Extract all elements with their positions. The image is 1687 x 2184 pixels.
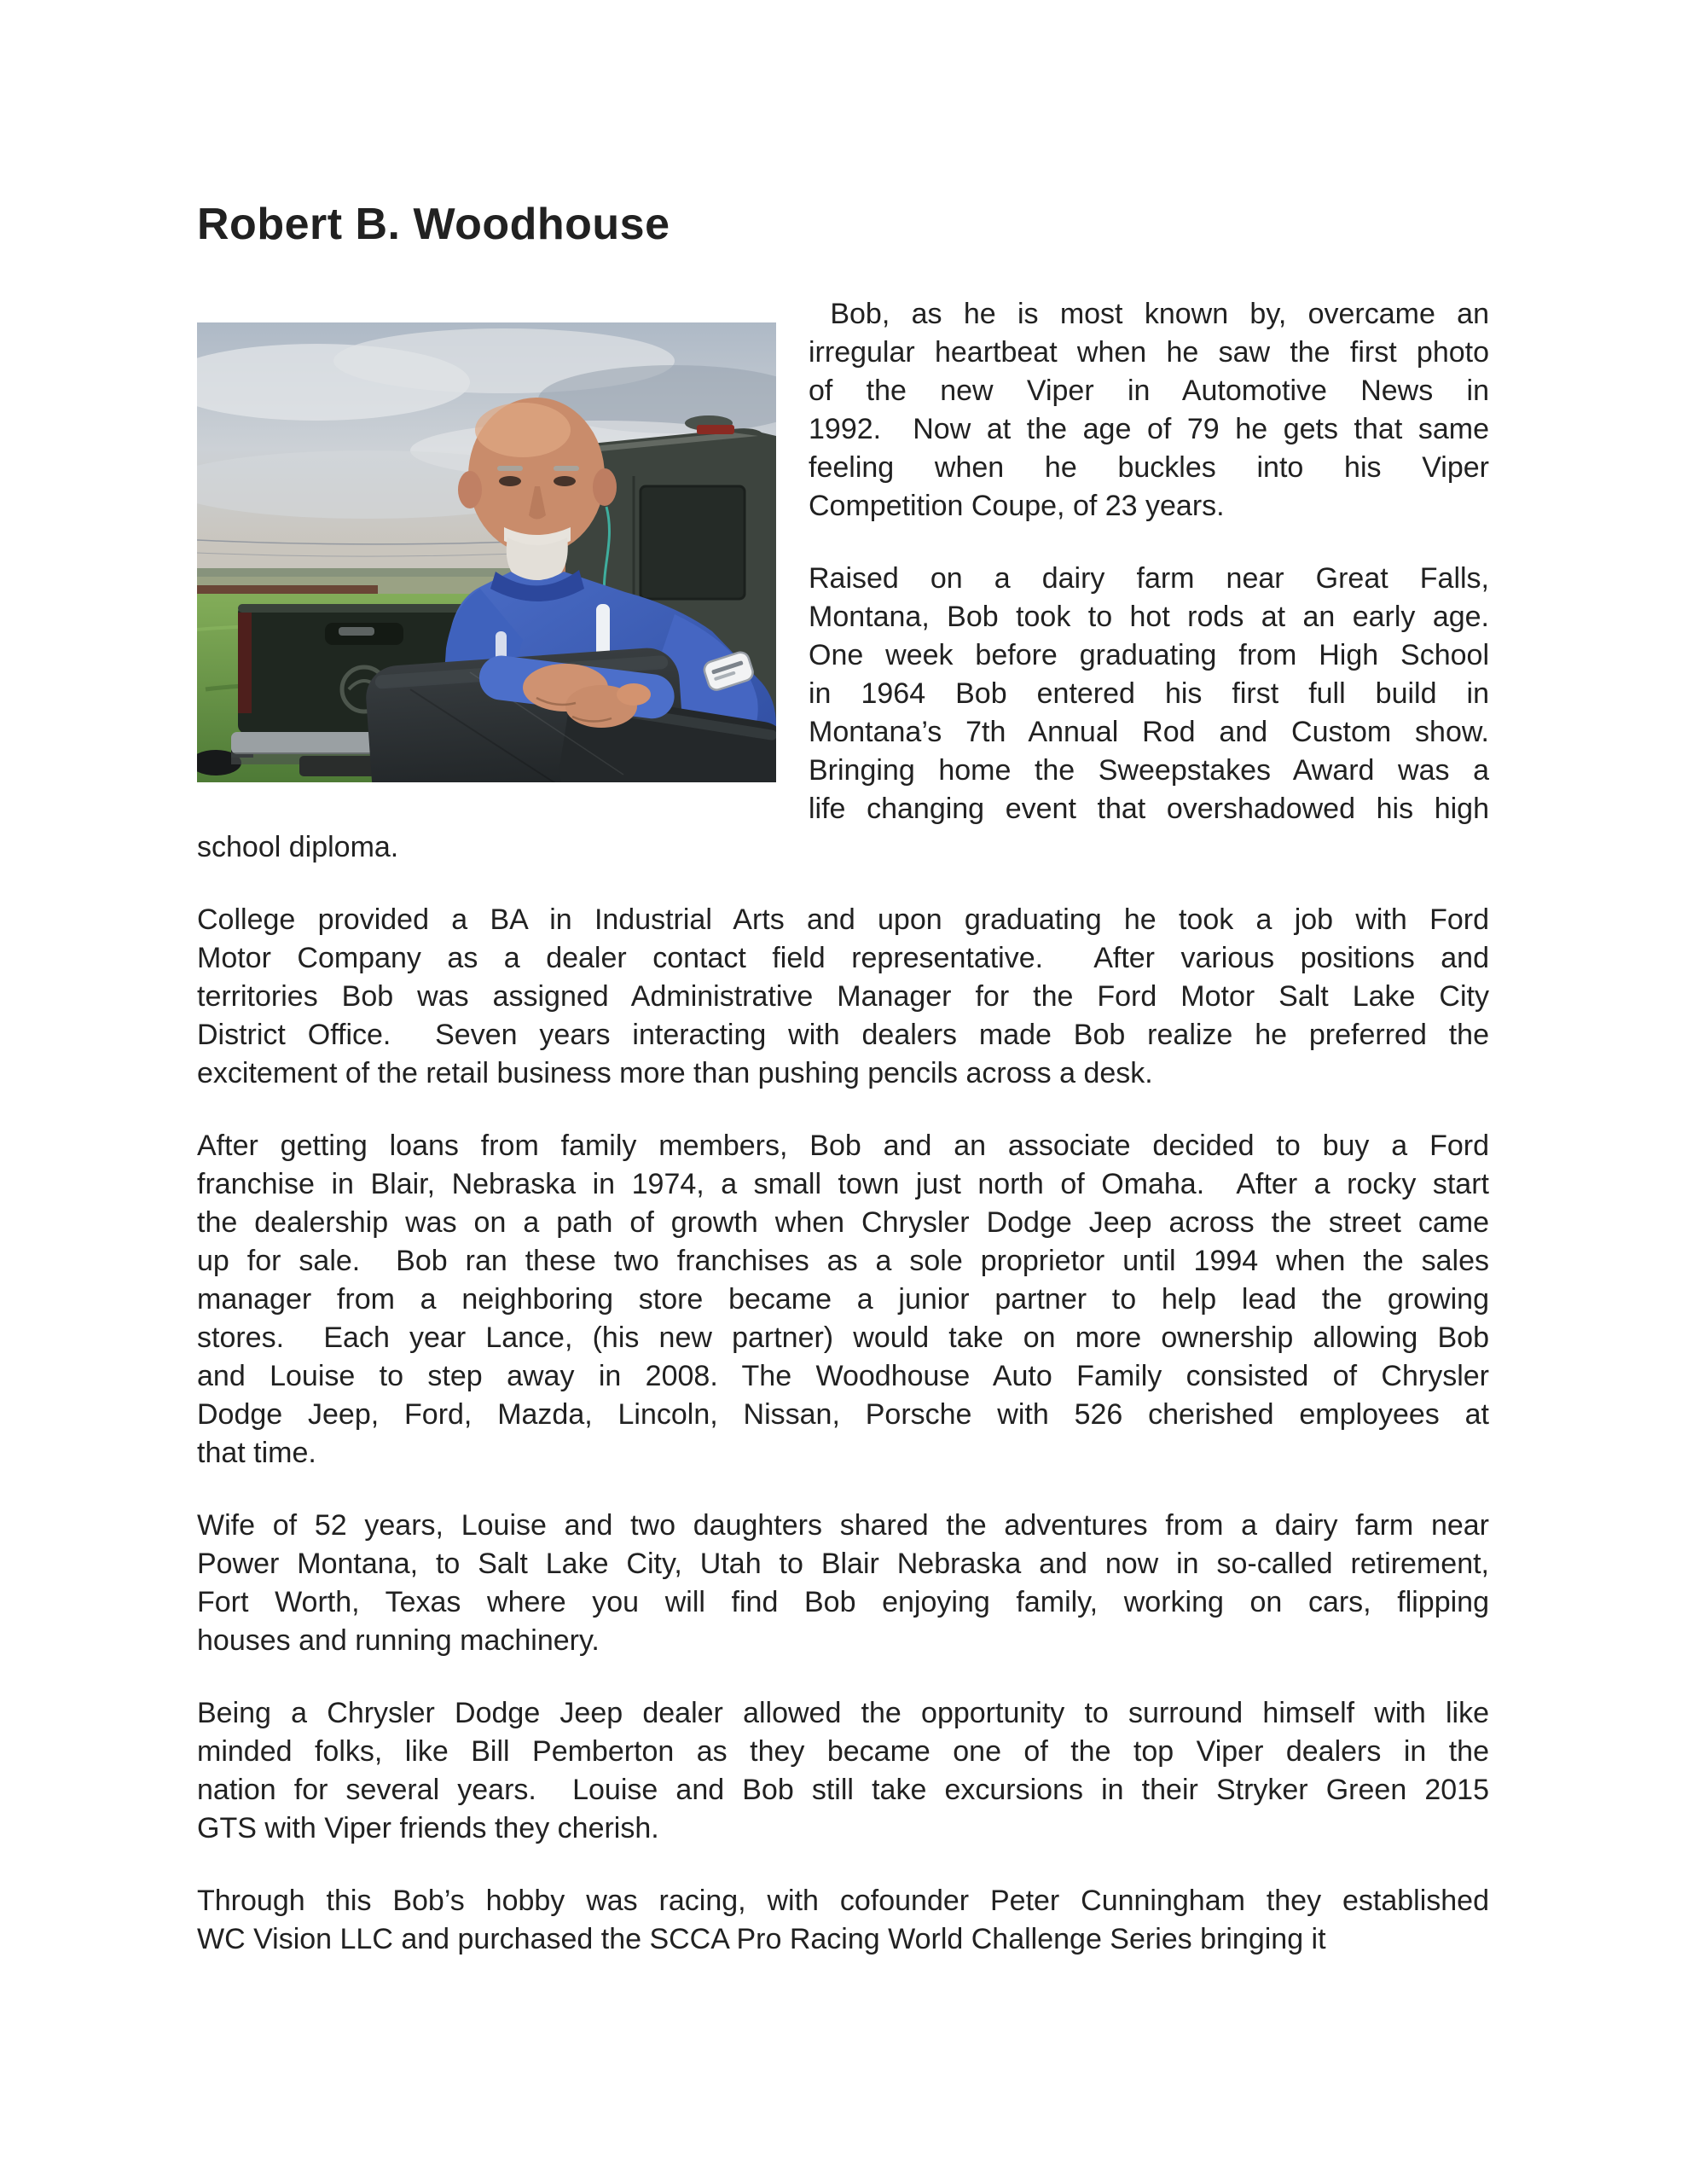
document-content [197,0,1489,1993]
text-line: Competition Coupe, of 23 years. [809,490,1225,522]
document-body [197,295,1489,1959]
text-line: District Office. Seven years interacting with dealers made Bob realize he preferred the [197,1019,1489,1051]
text-line: Wife of 52 years, Louise and two daughters shared the adventures from a dairy farm near [197,1509,1489,1542]
text-line: nation for several years. Louise and Bob still take excursions in their Stryker Green 2015 [197,1774,1489,1806]
text-line: and Louise to step away in 2008. The Woodhouse Auto Family consisted of Chrysler [197,1360,1489,1392]
text-line: houses and running machinery. [197,1624,600,1657]
text-line: Bob, as he is most known by, overcame an [809,298,1489,330]
paragraph [197,901,1489,1093]
text-line: 1992. Now at the age of 79 he gets that same [809,413,1489,445]
portrait-photo-art [197,322,776,782]
text-line: excitement of the retail business more than pushing pencils across a desk. [197,1057,1153,1089]
page-title: Robert B. Woodhouse [197,200,670,249]
text-line: the dealership was on a path of growth when Chrysler Dodge Jeep across the street came [197,1206,1489,1239]
text-line: territories Bob was assigned Administrative Manager for the Ford Motor Salt Lake City [197,980,1489,1013]
text-line: up for sale. Bob ran these two franchises as a sole proprietor until 1994 when the sales [197,1245,1489,1277]
text-line: After getting loans from family members, Bob and an associate decided to buy a Ford [197,1130,1489,1162]
text-line: irregular heartbeat when he saw the first photo [809,336,1489,369]
text-line: minded folks, like Bill Pemberton as they became one of the top Viper dealers in the [197,1735,1489,1768]
paragraph [197,1694,1489,1848]
text-line: Montana, Bob took to hot rods at an early age. [809,601,1489,633]
text-line: in 1964 Bob entered his first full build in [809,677,1489,710]
portrait-photo [197,322,776,782]
text-line: feeling when he buckles into his Viper [809,451,1489,484]
text-line: One week before graduating from High School [809,639,1489,671]
text-line: Bringing home the Sweepstakes Award was a [809,754,1489,787]
text-line: Motor Company as a dealer contact field representative. After various positions and [197,942,1489,974]
paragraph [197,1882,1489,1959]
text-line: Raised on a dairy farm near Great Falls, [809,562,1489,595]
text-line: GTS with Viper friends they cherish. [197,1812,659,1844]
text-line: of the new Viper in Automotive News in [809,375,1489,407]
text-line: manager from a neighboring store became a junior partner to help lead the growing [197,1283,1489,1316]
text-line: Being a Chrysler Dodge Jeep dealer allowed the opportunity to surround himself with like [197,1697,1489,1729]
text-line: life changing event that overshadowed his high [809,793,1489,825]
text-line: College provided a BA in Industrial Arts and upon graduating he took a job with Ford [197,903,1489,936]
text-line: Montana’s 7th Annual Rod and Custom show. [809,716,1489,748]
text-line: that time. [197,1437,316,1469]
text-line: Through this Bob’s hobby was racing, with cofounder Peter Cunningham they established [197,1885,1489,1917]
text-line: Dodge Jeep, Ford, Mazda, Lincoln, Nissan, Porsche with 526 cherished employees at [197,1398,1489,1431]
paragraph [197,1127,1489,1472]
text-line: franchise in Blair, Nebraska in 1974, a small town just north of Omaha. After a rocky start [197,1168,1489,1200]
paragraph [197,1507,1489,1660]
text-line: WC Vision LLC and purchased the SCCA Pro Racing World Challenge Series bringing it [197,1923,1326,1955]
text-line: stores. Each year Lance, (his new partner) would take on more ownership allowing Bob [197,1321,1489,1354]
text-line: Power Montana, to Salt Lake City, Utah to Blair Nebraska and now in so-called retirement, [197,1548,1489,1580]
text-line: Fort Worth, Texas where you will find Bob enjoying family, working on cars, flipping [197,1586,1489,1618]
text-line: school diploma. [197,831,399,863]
